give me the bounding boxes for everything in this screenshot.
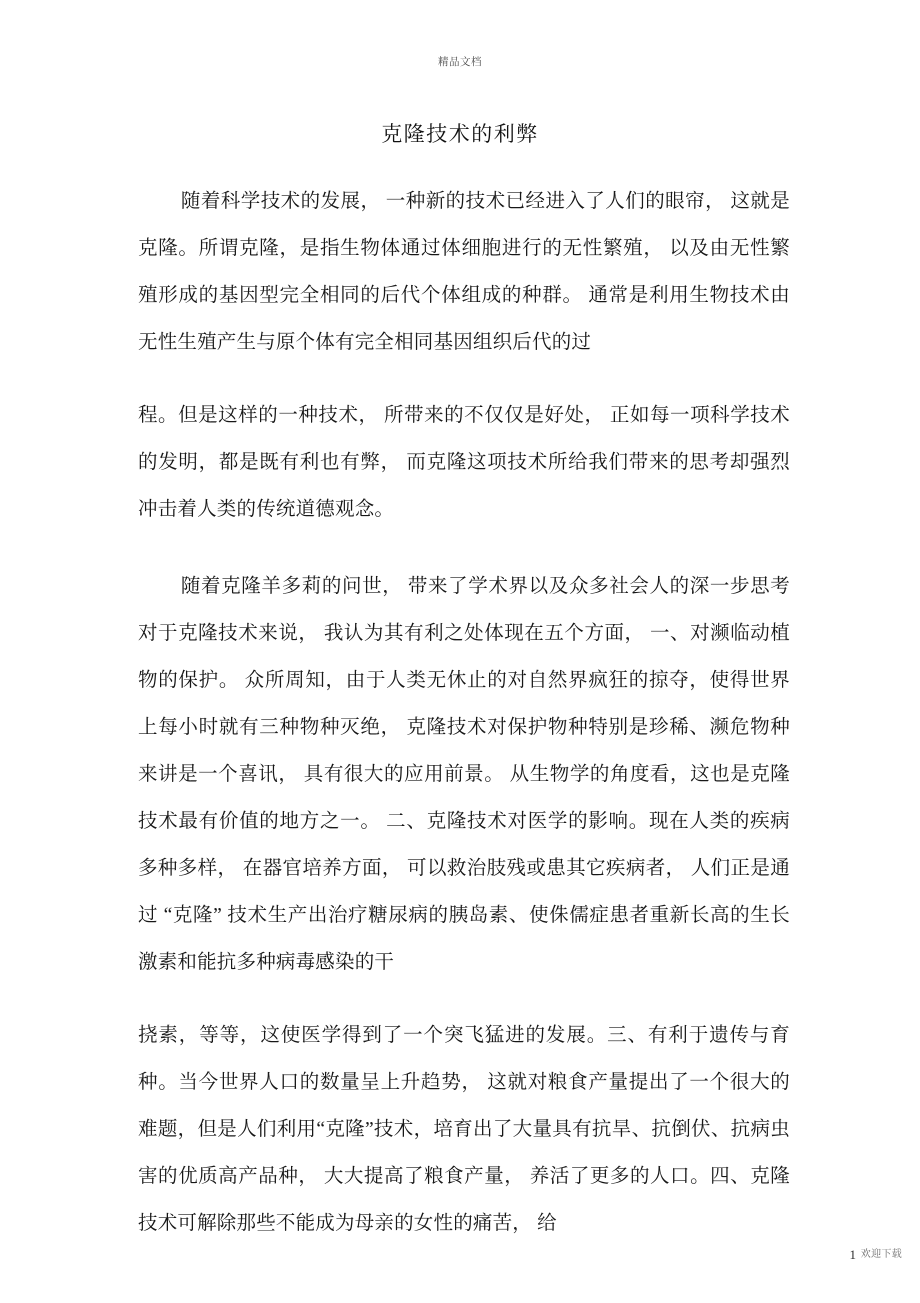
page-title: 克隆技术的利弊 — [381, 122, 539, 146]
paragraph-4: 挠素，等等，这使医学得到了一个突飞猛进的发展。三、有利于遗传与育种。当今世界人口的数量呈上升趋势， 这就对粮食产量提出了一个很大的难题，但是人们利用“克隆”技术，培育出了大量具有抗旱、抗倒伏、抗病虫害的优质高产品种， 大大提高了粮食产量， 养活了更多的人口。四、克隆技术可解除那些不能成为母亲的女性的痛苦， 给 — [138, 1025, 790, 1234]
paragraph-3: 随着克隆羊多莉的问世， 带来了学术界以及众多社会人的深一步思考对于克隆技术来说， 我认为其有利之处体现在五个方面， 一、对濒临动植物的保护。 众所周知，由于人类无休止的对自然界疯狂的掠夺，使得世界上每小时就有三种物种灭绝， 克隆技术对保护物种特别是珍稀、濒危物种来讲是一个喜讯， 具有很大的应用前景。 从生物学的角度看，这也是克隆技术最有价值的地方之一。 二、克隆技术对医学的影响。现在人类的疾病多种多样， 在器官培养方面， 可以救治肢残或患其它疾病者， 人们正是通过 “克隆” 技术生产出治疗糖尿病的胰岛素、使侏儒症患者重新长高的生长激素和能抗多种病毒感染的干 — [138, 576, 790, 973]
paragraph-spacer — [138, 366, 790, 392]
paragraph-spacer — [138, 533, 790, 563]
footer-download-note: 欢迎下载 — [860, 1249, 902, 1260]
page-footer — [0, 1243, 920, 1261]
paragraph-2: 程。但是这样的一种技术， 所带来的不仅仅是好处， 正如每一项科学技术的发明，都是既有利也有弊， 而克隆这项技术所给我们带来的思考却强烈冲击着人类的传统道德观念。 — [138, 405, 790, 520]
paragraph-1: 随着科学技术的发展， 一种新的技术已经进入了人们的眼帘， 这就是克隆。所谓克隆，是指生物体通过体细胞进行的无性繁殖， 以及由无性繁殖形成的基因型完全相同的后代个体组成的种群。 通常是利用生物技术由无性生殖产生与原个体有完全相同基因组织后代的过 — [138, 191, 790, 353]
page-header-watermark: 精品文档 — [438, 57, 482, 68]
paragraph-spacer — [138, 986, 790, 1012]
page-number: 1 — [849, 1247, 856, 1262]
document-body — [138, 178, 790, 1247]
